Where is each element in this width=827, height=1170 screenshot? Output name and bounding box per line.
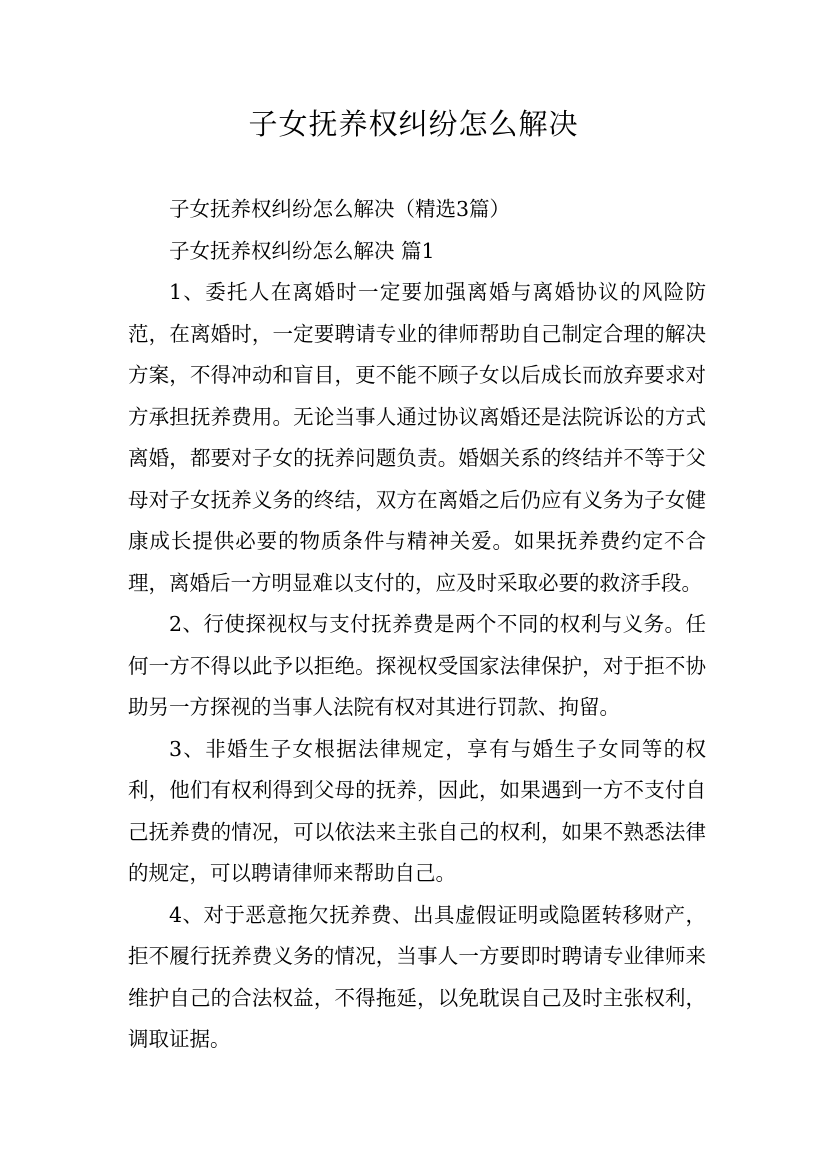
section-heading: 子女抚养权纠纷怎么解决 篇1 xyxy=(169,238,435,263)
paragraph-4: 4、对于恶意拖欠抚养费、出具虚假证明或隐匿转移财产，拒不履行抚养费义务的情况，当事人一方要即时聘请专业律师来维护自己的合法权益，不得拖延，以免耽误自己及时主张权利，调取证据。 xyxy=(128,902,706,1051)
paragraph-1: 1、委托人在离婚时一定要加强离婚与离婚协议的风险防范，在离婚时，一定要聘请专业的律师帮助自己制定合理的解决方案，不得冲动和盲目，更不能不顾子女以后成长而放弃要求对方承担抚养费用。无论当事人通过协议离婚还是法院诉讼的方式离婚，都要对子女的抚养问题负责。婚姻关系的终结并不等于父母对子女抚养义务的终结，双方在离婚之后仍应有义务为子女健康成长提供必要的物质条件与精神关爱。如果抚养费约定不合理，离婚后一方明显难以支付的，应及时采取必要的救济手段。 xyxy=(128,280,706,595)
paragraph-3: 3、非婚生子女根据法律规定，享有与婚生子女同等的权利，他们有权利得到父母的抚养，因此，如果遇到一方不支付自己抚养费的情况，可以依法来主张自己的权利，如果不熟悉法律的规定，可以聘请律师来帮助自己。 xyxy=(128,736,706,885)
paragraph-2: 2、行使探视权与支付抚养费是两个不同的权利与义务。任何一方不得以此予以拒绝。探视权受国家法律保护，对于拒不协助另一方探视的当事人法院有权对其进行罚款、拘留。 xyxy=(128,612,706,719)
document-subtitle: 子女抚养权纠纷怎么解决（精选3篇） xyxy=(169,197,511,221)
document-title: 子女抚养权纠纷怎么解决 xyxy=(248,107,579,141)
document-body xyxy=(128,189,706,1061)
